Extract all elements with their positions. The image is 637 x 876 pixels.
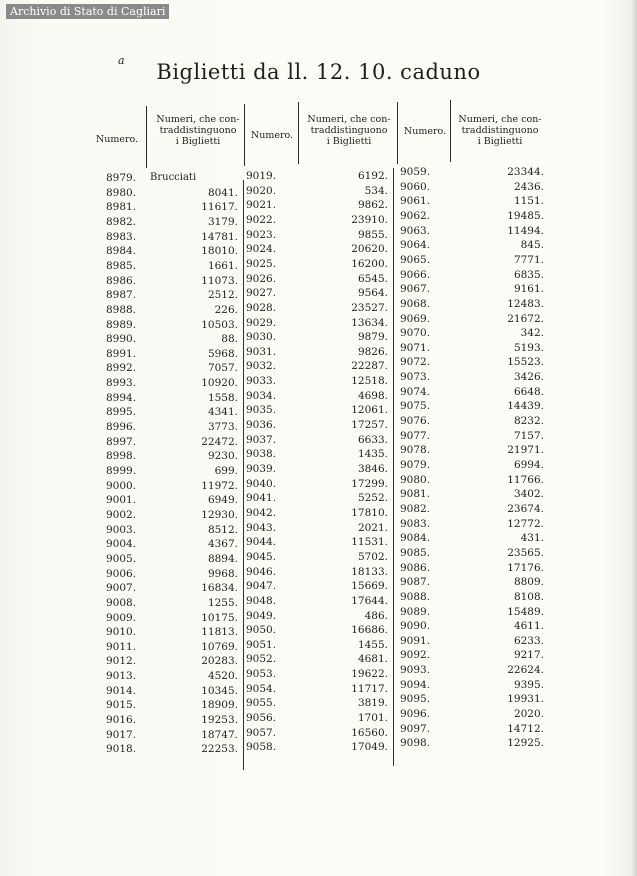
row-numero-3: 9064. [400, 239, 431, 252]
row-value-1: 11073. [201, 274, 238, 287]
row-value-3: 9217. [513, 649, 544, 662]
row-numero-1: 8995. [106, 406, 137, 419]
row-numero-2: 9023. [246, 228, 277, 241]
row-numero-3: 9088. [400, 590, 431, 603]
row-value-1: 22472. [201, 435, 238, 448]
row-value-2: 4681. [357, 653, 388, 666]
row-numero-3: 9076. [400, 415, 431, 428]
row-value-1: 699. [214, 465, 238, 477]
header-rule [244, 104, 245, 166]
row-numero-3: 9094. [400, 678, 431, 691]
row-numero-1: 9004. [106, 538, 137, 551]
row-numero-2: 9050. [246, 624, 277, 637]
row-value-1: 5968. [207, 347, 238, 360]
row-value-3: 17176. [507, 561, 544, 574]
row-value-3: 15489. [507, 605, 544, 618]
row-value-2: 18133. [351, 565, 388, 578]
page-mark: a [118, 54, 125, 67]
row-numero-2: 9040. [246, 477, 277, 490]
header-rule [397, 102, 398, 164]
row-value-2: 5252. [357, 492, 388, 505]
row-numero-1: 8983. [106, 230, 137, 243]
header-rule [298, 102, 299, 164]
row-value-1: 10345. [201, 684, 238, 697]
row-numero-1: 8997. [106, 435, 137, 448]
row-value-1: 8894. [207, 552, 238, 565]
row-numero-3: 9060. [400, 180, 431, 193]
row-value-1: 16834. [201, 582, 238, 595]
row-value-3: 21672. [507, 312, 544, 325]
row-numero-3: 9092. [400, 649, 431, 662]
row-value-2: 17049. [351, 741, 388, 754]
row-numero-3: 9081. [400, 488, 431, 501]
row-value-3: 7157. [513, 429, 544, 442]
row-numero-3: 9082. [400, 502, 431, 515]
row-value-2: 23527. [351, 301, 388, 314]
page-edge-shadow [631, 0, 637, 876]
row-value-1: 11972. [201, 479, 238, 492]
row-numero-3: 9068. [400, 297, 431, 310]
row-value-3: 8809. [513, 576, 544, 589]
row-value-3: 22624. [507, 664, 544, 677]
header-numero-1: Numero. [95, 134, 139, 145]
row-value-2: 4698. [357, 389, 388, 402]
row-numero-1: 9013. [106, 670, 137, 683]
row-numero-1: 8987. [106, 289, 137, 302]
row-numero-1: 8998. [106, 450, 137, 463]
row-value-2: 6633. [357, 433, 388, 446]
header-distinguono-2-line1: Numeri, che con- [307, 114, 391, 125]
row-numero-2: 9057. [246, 726, 277, 739]
row-numero-2: 9027. [246, 287, 277, 300]
row-numero-3: 9059. [400, 166, 431, 178]
row-numero-2: 9046. [246, 565, 277, 578]
row-value-2: 1435. [357, 448, 388, 461]
row-value-2: 16686. [351, 624, 388, 637]
row-value-3: 6233. [513, 634, 544, 647]
row-numero-2: 9039. [246, 463, 277, 475]
row-numero-3: 9093. [400, 664, 431, 677]
row-value-2: 9855. [357, 228, 388, 241]
row-value-1: 4367. [207, 538, 238, 551]
row-numero-2: 9053. [246, 668, 277, 681]
row-numero-1: 8989. [106, 318, 137, 331]
row-value-2: 5702. [357, 550, 388, 563]
row-numero-3: 9074. [400, 385, 431, 398]
row-numero-3: 9095. [400, 693, 431, 706]
row-numero-3: 9096. [400, 708, 431, 721]
row-numero-2: 9056. [246, 712, 277, 725]
row-value-1: 10175. [201, 611, 238, 624]
row-value-3: 19485. [507, 209, 544, 222]
row-value-3: 5193. [513, 341, 544, 354]
row-value-1: 10920. [201, 377, 238, 390]
row-value-2: 13634. [351, 316, 388, 329]
header-distinguono-2-line2: traddistinguono [310, 125, 388, 136]
row-value-2: 2021. [357, 521, 388, 534]
row-value-3: 1151. [513, 195, 544, 208]
row-numero-1: 9010. [106, 626, 137, 639]
row-value-2: 17644. [351, 594, 388, 607]
row-value-3: 2020. [513, 708, 544, 721]
row-numero-2: 9030. [246, 331, 277, 344]
row-value-1: 9968. [207, 567, 238, 580]
header-distinguono-1-line2: traddistinguono [159, 125, 237, 136]
row-numero-1: 8984. [106, 245, 137, 258]
row-value-2: 17257. [351, 419, 388, 432]
row-value-1: 14781. [201, 230, 238, 243]
row-numero-3: 9061. [400, 195, 431, 208]
row-value-3: 12925. [507, 737, 544, 750]
row-numero-1: 9016. [106, 714, 137, 727]
row-numero-2: 9051. [246, 638, 277, 651]
row-numero-3: 9073. [400, 371, 431, 384]
row-value-1: 18010. [201, 245, 238, 258]
row-numero-1: 9014. [106, 684, 137, 697]
row-numero-2: 9043. [246, 521, 277, 534]
row-numero-1: 8981. [106, 201, 137, 214]
row-numero-1: 9015. [106, 699, 137, 712]
row-value-3: 12772. [507, 517, 544, 530]
header-distinguono-2-line3: i Biglietti [326, 136, 372, 147]
row-numero-2: 9033. [246, 375, 277, 388]
row-value-3: 21971. [507, 444, 544, 457]
row-numero-1: 8982. [106, 215, 137, 228]
row-numero-1: 9018. [106, 743, 137, 756]
row-numero-1: 8999. [106, 465, 137, 477]
row-value-1: 11617. [201, 201, 238, 214]
row-numero-2: 9042. [246, 506, 277, 519]
row-numero-2: 9034. [246, 389, 277, 402]
row-numero-3: 9071. [400, 341, 431, 354]
row-numero-3: 9091. [400, 634, 431, 647]
row-numero-3: 9077. [400, 429, 431, 442]
row-value-1: Brucciati [150, 172, 197, 183]
row-numero-1: 9003. [106, 523, 137, 536]
row-value-1: 8041. [207, 186, 238, 199]
row-numero-3: 9085. [400, 546, 431, 559]
row-value-2: 6192. [357, 170, 388, 182]
row-numero-1: 8992. [106, 362, 137, 375]
row-value-3: 14712. [507, 722, 544, 735]
row-numero-2: 9037. [246, 433, 277, 446]
row-value-3: 9161. [513, 283, 544, 296]
row-value-1: 12930. [201, 508, 238, 521]
row-value-1: 4520. [207, 670, 238, 683]
row-value-1: 1558. [207, 391, 238, 404]
row-numero-2: 9036. [246, 419, 277, 432]
header-rule [146, 106, 147, 168]
row-numero-3: 9075. [400, 400, 431, 413]
row-value-1: 19253. [201, 714, 238, 727]
header-distinguono-3-line2: traddistinguono [461, 125, 539, 136]
row-numero-2: 9035. [246, 404, 277, 417]
row-numero-2: 9025. [246, 257, 277, 270]
header-distinguono-1-line3: i Biglietti [175, 136, 221, 147]
row-numero-2: 9054. [246, 682, 277, 695]
row-numero-1: 8988. [106, 303, 137, 316]
row-numero-2: 9026. [246, 272, 277, 285]
row-numero-2: 9028. [246, 301, 277, 314]
row-numero-1: 8985. [106, 259, 137, 272]
row-value-3: 342. [520, 327, 544, 340]
row-numero-3: 9062. [400, 209, 431, 222]
row-value-3: 12483. [507, 297, 544, 310]
row-value-1: 10769. [201, 640, 238, 653]
row-numero-1: 9008. [106, 596, 137, 609]
row-numero-3: 9065. [400, 253, 431, 266]
row-numero-2: 9029. [246, 316, 277, 329]
row-value-1: 10503. [201, 318, 238, 331]
row-value-3: 8232. [513, 415, 544, 428]
row-numero-3: 9072. [400, 356, 431, 369]
row-numero-1: 9017. [106, 728, 137, 741]
row-numero-1: 8980. [106, 186, 137, 199]
row-value-2: 1701. [357, 712, 388, 725]
row-numero-3: 9097. [400, 722, 431, 735]
row-value-1: 1255. [207, 596, 238, 609]
header-distinguono-1 [150, 114, 246, 147]
row-numero-3: 9080. [400, 473, 431, 486]
row-numero-3: 9087. [400, 576, 431, 589]
row-numero-2: 9047. [246, 580, 277, 593]
header-rule [450, 100, 451, 162]
row-numero-2: 9032. [246, 360, 277, 373]
row-value-2: 9879. [357, 331, 388, 344]
row-value-2: 11531. [351, 536, 388, 549]
row-numero-1: 9005. [106, 552, 137, 565]
row-value-3: 3426. [513, 371, 544, 384]
row-numero-3: 9098. [400, 737, 431, 750]
row-numero-1: 8991. [106, 347, 137, 360]
row-numero-3: 9089. [400, 605, 431, 618]
row-value-2: 17299. [351, 477, 388, 490]
row-value-1: 226. [214, 303, 238, 316]
header-numero-3: Numero. [403, 126, 447, 137]
row-value-1: 6949. [207, 494, 238, 507]
header-distinguono-1-line1: Numeri, che con- [156, 114, 240, 125]
row-value-3: 845. [520, 239, 544, 252]
row-value-2: 16200. [351, 257, 388, 270]
row-value-1: 9230. [207, 450, 238, 463]
row-numero-2: 9041. [246, 492, 277, 505]
row-numero-2: 9044. [246, 536, 277, 549]
archive-watermark-label: Archivio di Stato di Cagliari [6, 4, 169, 19]
row-numero-1: 8996. [106, 421, 137, 434]
row-value-2: 12061. [351, 404, 388, 417]
row-value-3: 11766. [507, 473, 544, 486]
header-distinguono-3 [452, 114, 548, 147]
row-value-1: 18747. [201, 728, 238, 741]
row-numero-2: 9020. [246, 184, 277, 197]
row-numero-1: 9011. [106, 640, 137, 653]
row-value-3: 6648. [513, 385, 544, 398]
row-value-3: 8108. [513, 590, 544, 603]
row-value-1: 20283. [201, 655, 238, 668]
row-numero-1: 8994. [106, 391, 137, 404]
row-value-2: 11717. [351, 682, 388, 695]
row-value-1: 11813. [201, 626, 238, 639]
row-value-3: 15523. [507, 356, 544, 369]
row-value-2: 1455. [357, 638, 388, 651]
row-value-1: 4341. [207, 406, 238, 419]
page-title: Biglietti da ll. 12. 10. caduno [156, 60, 481, 84]
row-value-3: 6994. [513, 459, 544, 471]
row-value-2: 6545. [357, 272, 388, 285]
row-value-1: 2512. [207, 289, 238, 302]
row-numero-1: 8990. [106, 333, 137, 346]
row-numero-3: 9084. [400, 532, 431, 545]
row-value-1: 1661. [207, 259, 238, 272]
row-value-2: 22287. [351, 360, 388, 373]
row-numero-3: 9086. [400, 561, 431, 574]
row-numero-3: 9090. [400, 620, 431, 633]
row-value-3: 9395. [513, 678, 544, 691]
row-value-1: 22253. [201, 743, 238, 756]
row-numero-2: 9055. [246, 697, 277, 710]
row-numero-3: 9079. [400, 459, 431, 471]
row-value-1: 8512. [207, 523, 238, 536]
row-numero-3: 9063. [400, 224, 431, 237]
row-value-3: 11494. [507, 224, 544, 237]
row-value-1: 3179. [207, 215, 238, 228]
row-value-2: 16560. [351, 726, 388, 739]
row-numero-2: 9024. [246, 243, 277, 256]
row-value-2: 12518. [351, 375, 388, 388]
row-value-3: 6835. [513, 268, 544, 281]
row-value-2: 9862. [357, 199, 388, 212]
row-numero-2: 9031. [246, 345, 277, 358]
row-value-3: 19931. [507, 693, 544, 706]
row-numero-1: 9007. [106, 582, 137, 595]
row-value-3: 4611. [513, 620, 544, 633]
row-numero-2: 9045. [246, 550, 277, 563]
row-value-2: 19622. [351, 668, 388, 681]
row-numero-3: 9070. [400, 327, 431, 340]
row-numero-2: 9022. [246, 213, 277, 226]
row-value-3: 7771. [513, 253, 544, 266]
row-numero-2: 9058. [246, 741, 277, 754]
row-numero-3: 9067. [400, 283, 431, 296]
row-numero-1: 9006. [106, 567, 137, 580]
row-value-2: 23910. [351, 213, 388, 226]
row-value-1: 88. [221, 333, 238, 346]
row-numero-2: 9019. [246, 170, 277, 182]
row-numero-2: 9021. [246, 199, 277, 212]
row-value-1: 7057. [207, 362, 238, 375]
row-value-1: 18909. [201, 699, 238, 712]
row-numero-2: 9038. [246, 448, 277, 461]
row-numero-2: 9048. [246, 594, 277, 607]
row-numero-1: 8986. [106, 274, 137, 287]
row-value-2: 9564. [357, 287, 388, 300]
row-value-2: 486. [364, 609, 388, 622]
row-value-2: 20620. [351, 243, 388, 256]
row-numero-2: 9049. [246, 609, 277, 622]
header-distinguono-3-line3: i Biglietti [477, 136, 523, 147]
row-numero-3: 9078. [400, 444, 431, 457]
row-value-2: 15669. [351, 580, 388, 593]
column-separator [393, 168, 394, 766]
row-value-2: 3819. [357, 697, 388, 710]
row-value-3: 23344. [507, 166, 544, 178]
header-distinguono-2 [300, 114, 398, 147]
row-numero-3: 9069. [400, 312, 431, 325]
row-value-3: 23565. [507, 546, 544, 559]
header-numero-2: Numero. [250, 130, 294, 141]
row-value-2: 534. [364, 184, 388, 197]
row-value-1: 3773. [207, 421, 238, 434]
header-distinguono-3-line1: Numeri, che con- [458, 114, 542, 125]
row-numero-1: 9009. [106, 611, 137, 624]
row-value-2: 9826. [357, 345, 388, 358]
row-numero-1: 9012. [106, 655, 137, 668]
row-value-2: 17810. [351, 506, 388, 519]
row-value-2: 3846. [357, 463, 388, 475]
column-separator [243, 180, 244, 770]
row-numero-1: 8993. [106, 377, 137, 390]
row-value-3: 3402. [513, 488, 544, 501]
row-numero-1: 9002. [106, 508, 137, 521]
row-value-3: 431. [520, 532, 544, 545]
row-numero-1: 9001. [106, 494, 137, 507]
row-numero-3: 9066. [400, 268, 431, 281]
row-numero-3: 9083. [400, 517, 431, 530]
row-value-3: 14439. [507, 400, 544, 413]
row-numero-1: 9000. [106, 479, 137, 492]
row-value-3: 2436. [513, 180, 544, 193]
row-numero-1: 8979. [106, 172, 137, 184]
row-numero-2: 9052. [246, 653, 277, 666]
row-value-3: 23674. [507, 502, 544, 515]
